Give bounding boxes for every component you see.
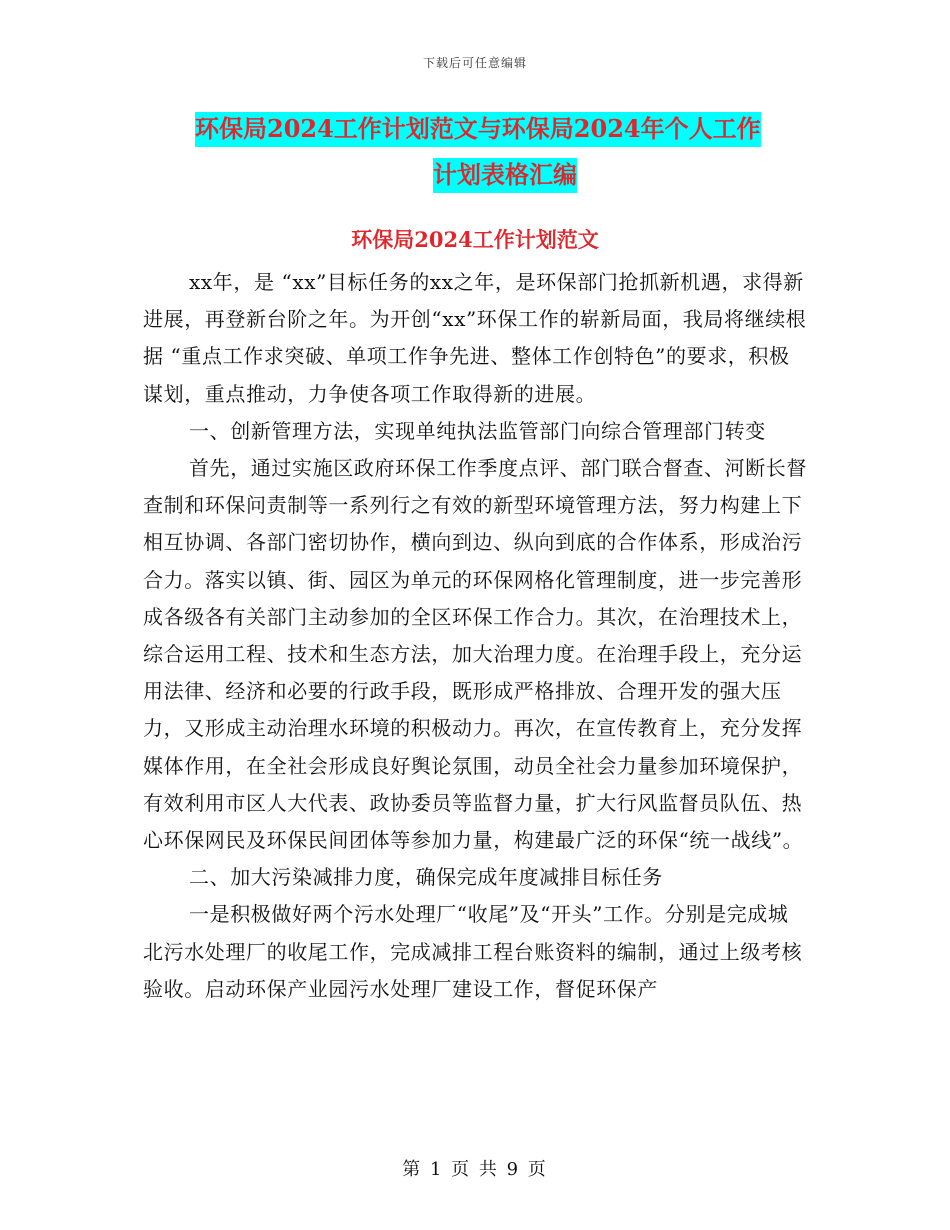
paragraph-intro: xx年，是 “xx”目标任务的xx之年，是环保部门抢抓新机遇，求得新进展，再登新台阶之年。为开创“xx”环保工作的崭新局面，我局将继续根据 “重点工作求突破、单项工作争先进、整体工作创特色”的要求，积极谋划，重点推动，力争使各项工作取得新的进展。 (143, 270, 807, 406)
title-line-1: 环保局2024工作计划范文与环保局2024年个人工作 (195, 112, 761, 147)
header-note: 下载后可任意编辑 (422, 56, 527, 70)
title-line-2: 计划表格汇编 (433, 158, 577, 193)
heading-section-2: 二、加大污染减排力度，确保完成年度减排目标任务 (189, 865, 663, 890)
paragraph-section-1: 首先，通过实施区政府环保工作季度点评、部门联合督查、河断长督查制和环保问责制等一系列行之有效的新型环境管理方法，努力构建上下相互协调、各部门密切协作，横向到边、纵向到底的合作体系，形成治污合力。落实以镇、街、园区为单元的环保网格化管理制度，进一步完善形成各级各有关部门主动参加的全区环保工作合力。其次，在治理技术上，综合运用工程、技术和生态方法，加大治理力度。在治理手段上，充分运用法律、经济和必要的行政手段，既形成严格排放、合理开发的强大压力，又形成主动治理水环境的积极动力。再次，在宣传教育上，充分发挥媒体作用，在全社会形成良好舆论氛围，动员全社会力量参加环境保护，有效利用市区人大代表、政协委员等监督力量，扩大行风监督员队伍、热心环保网民及环保民间团体等参加力量，构建最广泛的环保“统一战线”。 (143, 456, 807, 853)
document-body (143, 264, 808, 1008)
heading-section-1: 一、创新管理方法，实现单纯执法监管部门向综合管理部门转变 (189, 418, 766, 443)
paragraph-section-2: 一是积极做好两个污水处理厂“收尾”及“开头”工作。分别是完成城北污水处理厂的收尾工作，完成减排工程台账资料的编制，通过上级考核验收。启动环保产业园污水处理厂建设工作，督促环保产 (143, 902, 803, 1001)
document-title (195, 106, 815, 198)
section-title: 环保局2024工作计划范文 (351, 227, 599, 252)
page-number-footer: 第 1 页 共 9 页 (402, 1159, 548, 1180)
